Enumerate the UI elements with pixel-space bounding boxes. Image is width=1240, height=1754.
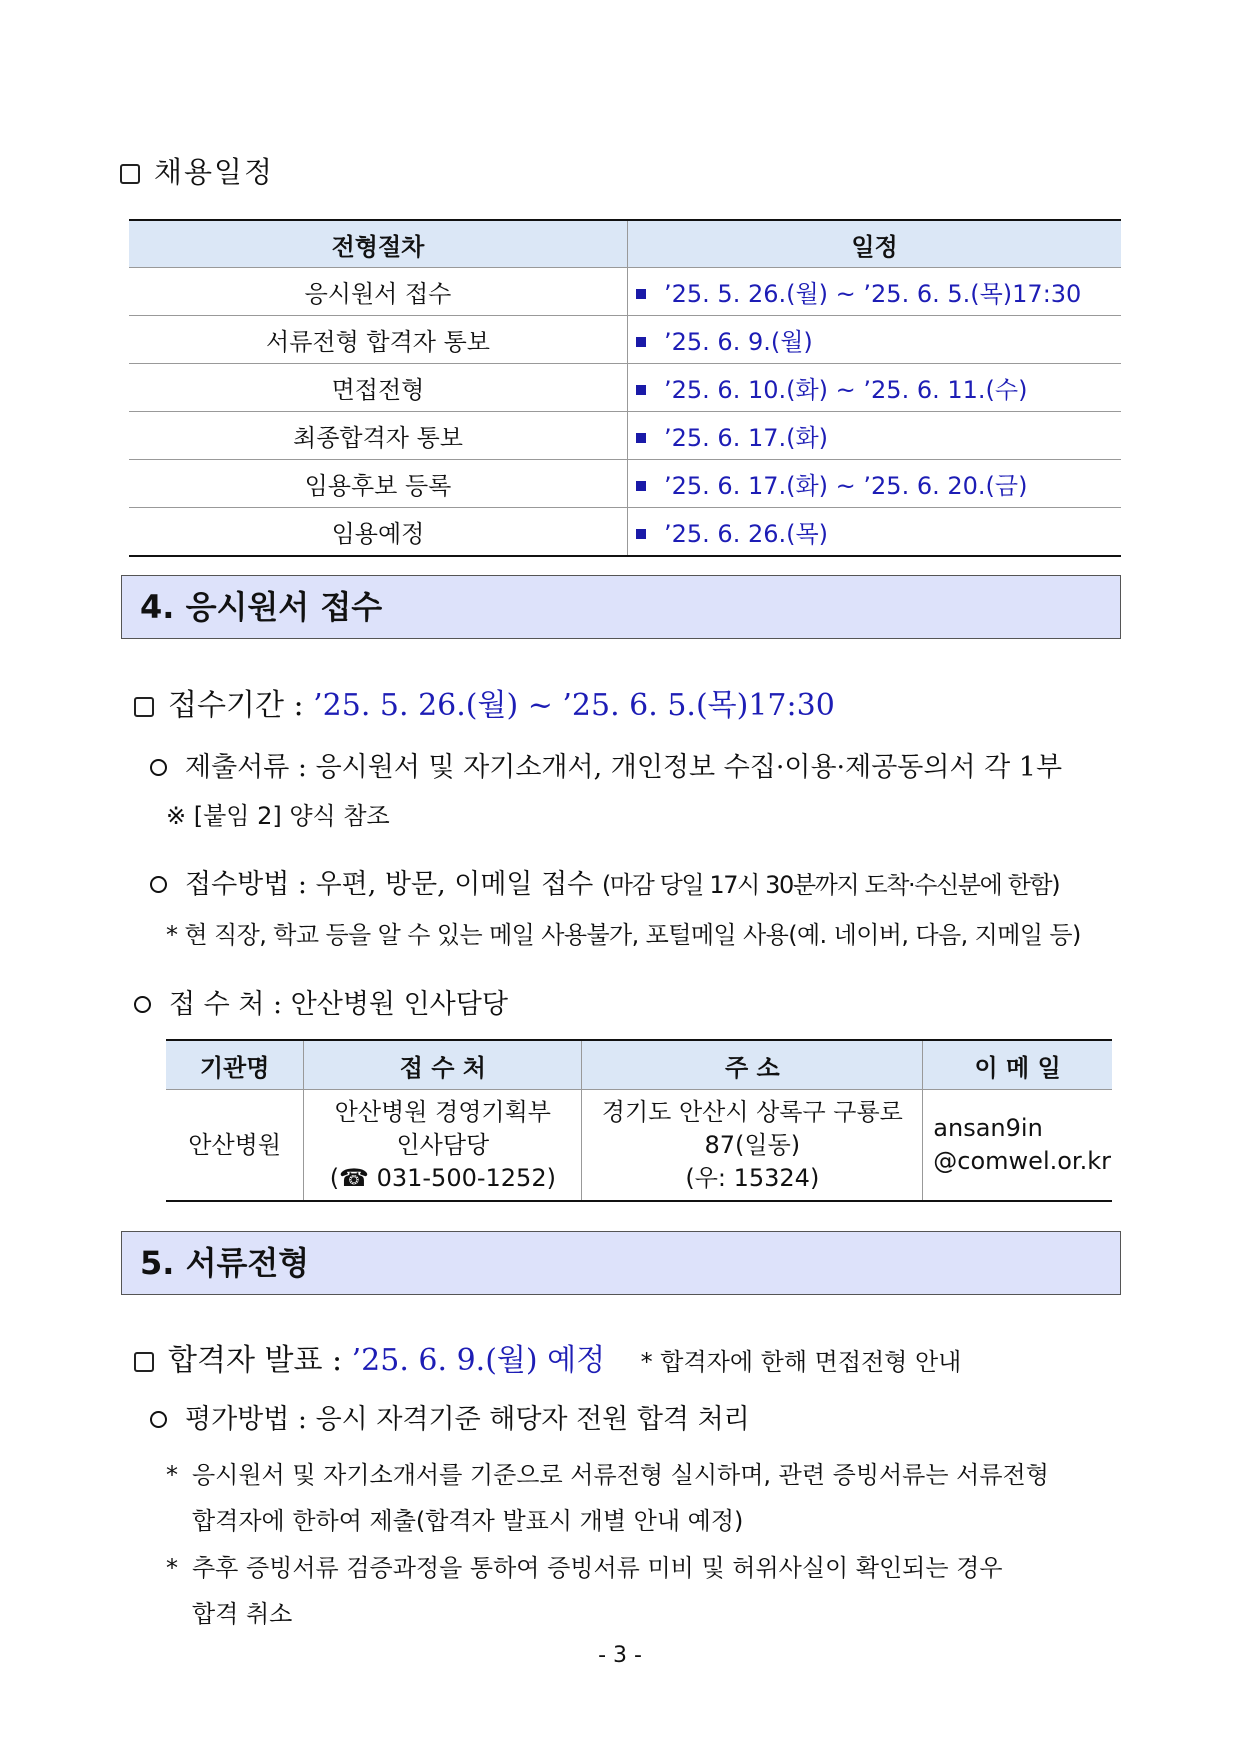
- schedule-step: 최종합격자 통보: [129, 412, 628, 460]
- checkbox-square-icon: [134, 697, 154, 717]
- schedule-header-step: 전형절차: [129, 220, 628, 268]
- square-bullet-icon: [636, 289, 646, 299]
- schedule-date: ’25. 5. 26.(월) ~ ’25. 6. 5.(목)17:30: [664, 280, 1082, 308]
- announce: [134, 1335, 961, 1379]
- office-cell: 안산병원 경영기획부 인사담당 (☎ 031-500-1252): [304, 1090, 582, 1202]
- checkbox-square-icon: [134, 1352, 154, 1372]
- org-name: 안산병원: [166, 1090, 304, 1202]
- schedule-table: [129, 219, 1121, 557]
- announce-label: 합격자 발표 :: [168, 1343, 343, 1378]
- header-address: 주 소: [582, 1040, 923, 1090]
- schedule-header-row: [129, 220, 1121, 268]
- receipt-method: 접수방법 : 우편, 방문, 이메일 접수 (마감 당일 17시 30분까지 도착·수신분에 한함): [150, 862, 1059, 901]
- header-email: 이 메 일: [923, 1040, 1112, 1090]
- receipt-office: 접 수 처 : 안산병원 인사담당: [134, 982, 508, 1021]
- circle-bullet-icon: [150, 1411, 167, 1428]
- page-number: - 3 -: [598, 1643, 642, 1668]
- receipt-header-row: [166, 1040, 1112, 1090]
- square-bullet-icon: [636, 433, 646, 443]
- square-bullet-icon: [636, 481, 646, 491]
- eval-method: 평가방법 : 응시 자격기준 해당자 전원 합격 처리: [150, 1397, 750, 1436]
- circle-bullet-icon: [134, 996, 151, 1013]
- table-row: [129, 364, 1121, 412]
- schedule-date: ’25. 6. 17.(화): [664, 424, 829, 452]
- receipt-period-value: ’25. 5. 26.(월) ~ ’25. 6. 5.(목)17:30: [313, 688, 835, 723]
- section-4-title: 4. 응시원서 접수: [121, 575, 1121, 639]
- schedule-date: ’25. 6. 9.(월): [664, 328, 813, 356]
- square-bullet-icon: [636, 337, 646, 347]
- circle-bullet-icon: [150, 876, 167, 893]
- announce-value: ’25. 6. 9.(월) 예정: [351, 1343, 606, 1378]
- mail-note: * 현 직장, 학교 등을 알 수 있는 메일 사용불가, 포털메일 사용(예. 네이버, 다음, 지메일 등): [166, 921, 1081, 949]
- receipt-method-note: (마감 당일 17시 30분까지 도착·수신분에 한함): [601, 871, 1060, 899]
- schedule-date: ’25. 6. 26.(목): [664, 520, 829, 548]
- table-row: [129, 508, 1121, 557]
- square-bullet-icon: [636, 529, 646, 539]
- table-row: [129, 268, 1121, 316]
- submit-docs: 제출서류 : 응시원서 및 자기소개서, 개인정보 수집·이용·제공동의서 각 1부: [150, 745, 1062, 784]
- receipt-period-label: 접수기간 :: [168, 688, 304, 723]
- email-cell: ansan9in @comwel.or.kr: [923, 1090, 1112, 1202]
- table-row: [129, 412, 1121, 460]
- schedule-step: 임용후보 등록: [129, 460, 628, 508]
- circle-bullet-icon: [150, 759, 167, 776]
- receipt-period: [134, 680, 835, 724]
- submit-docs-note: ※ [붙임 2] 양식 참조: [166, 802, 390, 830]
- table-row: [129, 316, 1121, 364]
- schedule-step: 임용예정: [129, 508, 628, 557]
- schedule-date: ’25. 6. 10.(화) ~ ’25. 6. 11.(수): [664, 376, 1028, 404]
- table-row: [129, 460, 1121, 508]
- section-5-title: 5. 서류전형: [121, 1231, 1121, 1295]
- note-2: * 추후 증빙서류 검증과정을 통하여 증빙서류 미비 및 허위사실이 확인되는 경우 합격 취소: [166, 1554, 1003, 1628]
- schedule-header-date: 일정: [628, 220, 1122, 268]
- square-bullet-icon: [636, 385, 646, 395]
- schedule-step: 응시원서 접수: [129, 268, 628, 316]
- schedule-heading: 채용일정: [120, 150, 274, 191]
- address-cell: 경기도 안산시 상록구 구룡로 87(일동) (우: 15324): [582, 1090, 923, 1202]
- announce-note: * 합격자에 한해 면접전형 안내: [640, 1348, 962, 1376]
- header-org: 기관명: [166, 1040, 304, 1090]
- checkbox-square-icon: [120, 164, 140, 184]
- note-1: * 응시원서 및 자기소개서를 기준으로 서류전형 실시하며, 관련 증빙서류는 서류전형 합격자에 한하여 제출(합격자 발표시 개별 안내 예정): [166, 1461, 1049, 1535]
- schedule-date: ’25. 6. 17.(화) ~ ’25. 6. 20.(금): [664, 472, 1028, 500]
- receipt-office-table: [166, 1039, 1112, 1202]
- table-row: [166, 1090, 1112, 1202]
- header-office: 접 수 처: [304, 1040, 582, 1090]
- schedule-step: 면접전형: [129, 364, 628, 412]
- schedule-step: 서류전형 합격자 통보: [129, 316, 628, 364]
